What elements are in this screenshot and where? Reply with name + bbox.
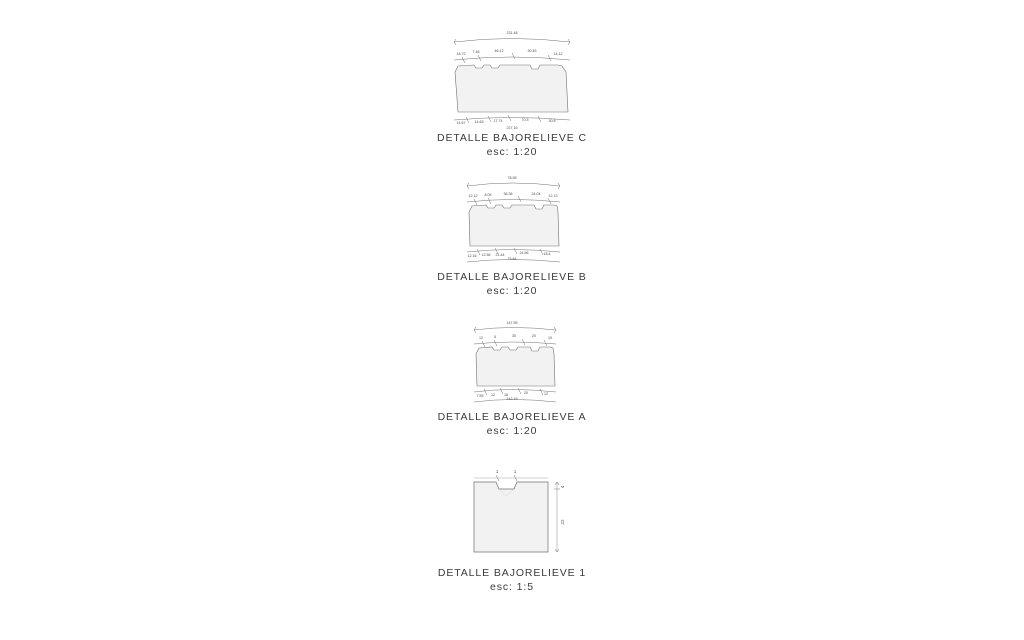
detail-a-drawing	[362, 316, 662, 408]
detail-b-svg	[362, 168, 662, 268]
detail-bajorelieve-a	[362, 316, 662, 438]
detail-b-bottom-dim-2: 12.56	[481, 253, 491, 257]
detail-a-bottom-dim-1: 7.55	[476, 394, 484, 398]
detail-a-top-dim-3: 30	[512, 334, 516, 338]
detail-1-top-dim-1: 1	[495, 469, 499, 474]
detail-c-bottom-dim-4: 70.5	[521, 118, 529, 122]
detail-a-top-dim-1: 12	[479, 336, 483, 340]
detail-a-title: DETALLE BAJORELIEVE A	[437, 411, 587, 423]
detail-c-scale: esc: 1:20	[486, 146, 538, 158]
detail-c-bottom-dim-1: 14.67	[456, 121, 466, 125]
detail-b-bottom-dim-5: 18.4	[543, 252, 551, 256]
detail-1-title: DETALLE BAJORELIEVE 1	[437, 567, 587, 579]
detail-1-right-dim-1: 4	[560, 485, 565, 489]
detail-b-scale: esc: 1:20	[486, 285, 538, 297]
detail-b-top-dim-3: 36.36	[503, 192, 513, 196]
detail-1-caption	[362, 566, 662, 594]
detail-b-top-dim-4: 24.04	[531, 192, 541, 196]
detail-c-bottom-dim-5: 30.8	[548, 119, 556, 123]
detail-c-drawing	[362, 24, 662, 129]
detail-1-scale: esc: 1:5	[490, 581, 534, 593]
detail-b-caption	[362, 270, 662, 298]
detail-c-svg	[362, 24, 662, 129]
detail-b-title: DETALLE BAJORELIEVE B	[437, 271, 587, 283]
detail-a-bottom-dim-5: 12	[544, 392, 548, 396]
detail-c-top-dim-5: 14.12	[553, 52, 563, 56]
detail-c-top-dim-1: 18.72	[456, 52, 466, 56]
detail-c-top-dim-3: 46.12	[494, 49, 504, 53]
detail-a-top-overall: 147.55	[506, 321, 518, 325]
detail-c-bottom-overall: 227.16	[506, 126, 518, 129]
detail-b-bottom-dim-3: 21.44	[495, 253, 505, 257]
detail-bajorelieve-b	[362, 168, 662, 298]
detail-c-top-dim-2: 7.46	[472, 50, 480, 54]
detail-c-top-dim-4: 30.45	[527, 49, 537, 53]
detail-a-top-dim-4: 20	[532, 334, 536, 338]
detail-c-bottom-dim-3: 17.74	[493, 119, 503, 123]
detail-bajorelieve-1	[362, 456, 662, 594]
detail-c-top-overall: 231.48	[506, 31, 518, 35]
detail-b-top-overall: 78.95	[507, 176, 517, 180]
detail-b-drawing	[362, 168, 662, 268]
detail-a-top-dim-2: 5	[494, 335, 496, 339]
detail-b-top-dim-5: 12.13	[548, 194, 558, 198]
detail-b-bottom-dim-4: 24.56	[519, 251, 529, 255]
detail-bajorelieve-c	[362, 24, 662, 159]
detail-b-bottom-overall: 73.64	[507, 257, 517, 261]
detail-b-top-dim-2: 8.05	[484, 193, 492, 197]
detail-a-scale: esc: 1:20	[486, 425, 538, 437]
detail-c-caption	[362, 131, 662, 159]
detail-a-caption	[362, 410, 662, 438]
detail-b-bottom-dim-1: 12.16	[467, 254, 477, 258]
detail-a-bottom-dim-4: 20	[524, 391, 528, 395]
detail-1-svg	[362, 456, 662, 564]
detail-a-svg	[362, 316, 662, 408]
detail-a-bottom-dim-3: 18	[504, 393, 508, 397]
detail-1-drawing	[362, 456, 662, 564]
detail-a-bottom-overall: 142.19	[506, 397, 518, 401]
detail-1-right-dim-2: 22	[560, 519, 565, 525]
detail-b-top-dim-1: 12.12	[468, 194, 478, 198]
detail-a-top-dim-5: 10	[548, 336, 552, 340]
detail-c-bottom-dim-2: 14.69	[474, 120, 484, 124]
detail-c-title: DETALLE BAJORELIEVE C	[436, 132, 587, 144]
detail-1-top-dim-2: 1	[513, 469, 517, 474]
detail-a-bottom-dim-2: 12	[491, 393, 495, 397]
